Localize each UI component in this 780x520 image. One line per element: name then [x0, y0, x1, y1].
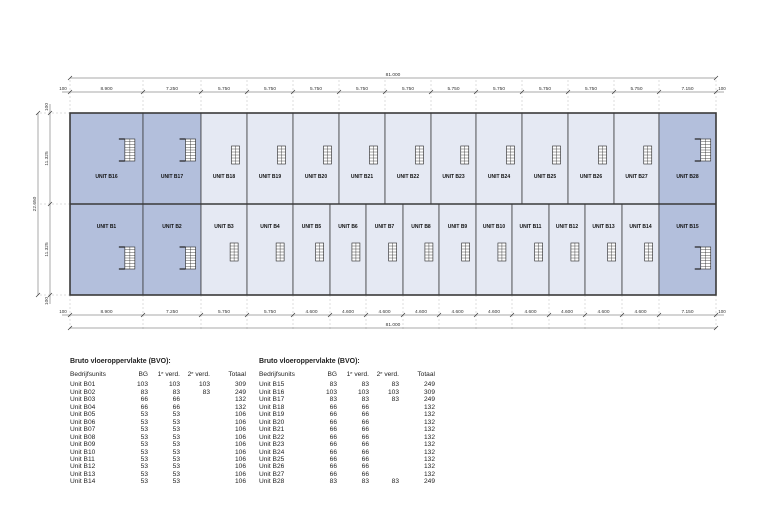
cell-v2 [180, 471, 210, 478]
unit-label: UNIT B20 [304, 174, 328, 180]
col-header-v1-sup: e [161, 370, 164, 375]
unit-label: UNIT B25 [533, 174, 557, 180]
cell-v1: 53 [172, 448, 180, 456]
dimension-label: 4.600 [305, 310, 318, 315]
cell-total: 132 [423, 463, 435, 471]
table-row [259, 381, 435, 388]
dimension-label: 4.600 [414, 310, 428, 315]
cell-total: 309 [234, 381, 246, 389]
dimension-label: 5.750 [217, 310, 231, 315]
cell-v1: 66 [361, 403, 369, 411]
cell-bg: 53 [140, 426, 148, 434]
cell-bg: 66 [329, 418, 337, 426]
cell-total: 132 [234, 396, 246, 404]
cell-v2: 83 [391, 381, 399, 389]
col-header-v1-num: 1 [346, 371, 351, 378]
cell-v1: 53 [172, 418, 180, 426]
cell-bg: 103 [325, 388, 337, 396]
col-header-v2 [369, 371, 399, 381]
dimension-label: 5.750 [355, 87, 369, 92]
cell-total: 132 [423, 411, 435, 419]
col-header-unit: Bedrijfsunits [70, 371, 106, 378]
cell-v2 [180, 396, 210, 403]
table-row [70, 471, 246, 478]
cell-bg: 66 [329, 448, 337, 456]
cell-v2 [180, 419, 210, 426]
unit-label: UNIT B9 [447, 224, 468, 230]
cell-total: 106 [234, 463, 246, 471]
cell-v1: 66 [361, 463, 369, 471]
cell-v2: 83 [391, 396, 399, 404]
cell-unit: Unit B13 [70, 470, 96, 478]
bvo-table-left [70, 358, 246, 486]
cell-v2 [369, 449, 399, 456]
cell-total: 249 [234, 388, 246, 396]
cell-bg: 66 [329, 441, 337, 449]
cell-total: 106 [234, 448, 246, 456]
cell-v1: 66 [361, 411, 369, 419]
bvo-table [70, 371, 246, 486]
table-row [259, 396, 435, 403]
bvo-table-title: Bruto vloeroppervlakte (BVO): [70, 358, 171, 365]
cell-unit: Unit B09 [70, 441, 96, 449]
dimension-label: 5.750 [309, 87, 323, 92]
col-header-v2-suffix: verd. [382, 371, 399, 378]
cell-bg: 53 [140, 418, 148, 426]
cell-bg: 53 [140, 470, 148, 478]
overall-depth-label: 22.650 [33, 196, 38, 212]
depth-label: 11.325 [45, 242, 50, 257]
cell-total: 106 [234, 433, 246, 441]
unit-label: UNIT B5 [301, 224, 322, 230]
unit-label: UNIT B15 [676, 224, 699, 230]
unit-cell [431, 113, 476, 204]
cell-unit: Unit B16 [259, 388, 285, 396]
unit-cell [568, 113, 614, 204]
bvo-table-title: Bruto vloeroppervlakte (BVO): [259, 358, 360, 365]
dimension-label: 5.750 [447, 87, 460, 92]
unit-cell [439, 204, 476, 295]
unit-label: UNIT B7 [374, 224, 395, 230]
cell-v1: 66 [172, 403, 180, 411]
unit-cell [330, 204, 366, 295]
cell-total: 249 [423, 381, 435, 389]
cell-v1: 53 [172, 441, 180, 449]
bvo-table-right [259, 358, 435, 486]
unit-cell [339, 113, 385, 204]
cell-bg: 103 [136, 381, 148, 389]
unit-label: UNIT B2 [162, 224, 182, 230]
cell-unit: Unit B11 [70, 455, 95, 463]
table-row [259, 411, 435, 418]
dimension-label: 4.600 [451, 310, 464, 315]
cell-v1: 66 [361, 455, 369, 463]
cell-v2 [180, 426, 210, 433]
cell-bg: 53 [140, 441, 148, 449]
dimension-label: 7.150 [681, 87, 694, 92]
cell-v2 [369, 411, 399, 418]
cell-unit: Unit B07 [70, 426, 96, 434]
cell-v2 [369, 426, 399, 433]
unit-label: UNIT B21 [350, 174, 374, 180]
dimension-label: 8.900 [100, 310, 113, 315]
unit-cell [293, 204, 330, 295]
depth-label: 11.325 [45, 151, 50, 166]
cell-total: 309 [423, 388, 435, 396]
cell-bg: 83 [329, 381, 337, 389]
cell-unit: Unit B01 [70, 381, 96, 389]
cell-v1: 53 [172, 411, 180, 419]
cell-total: 132 [423, 426, 435, 434]
cell-unit: Unit B18 [259, 403, 285, 411]
col-header-v2-sup: e [191, 370, 194, 375]
col-header-bg: BG [327, 371, 337, 378]
unit-cell [476, 204, 512, 295]
cell-v1: 66 [361, 441, 369, 449]
cell-total: 106 [234, 455, 246, 463]
table-row [70, 441, 246, 448]
unit-label: UNIT B16 [95, 174, 118, 180]
cell-unit: Unit B21 [259, 426, 285, 434]
cell-v2 [180, 449, 210, 456]
unit-label: UNIT B1 [96, 224, 117, 230]
cell-v2: 83 [202, 388, 210, 396]
unit-cell [366, 204, 403, 295]
cell-v1: 66 [361, 470, 369, 478]
cell-bg: 66 [329, 433, 337, 441]
table-row [70, 411, 246, 418]
unit-label: UNIT B22 [396, 174, 420, 180]
cell-bg: 53 [140, 463, 148, 471]
col-header-v2-sup: e [380, 370, 383, 375]
edge-offset-label: 100 [59, 86, 67, 91]
unit-label: UNIT B19 [258, 174, 282, 180]
cell-bg: 53 [140, 448, 148, 456]
col-header-v1-suffix: verd. [163, 371, 180, 378]
dimension-label: 4.600 [597, 310, 610, 315]
table-row [259, 456, 435, 463]
col-header-v1-num: 1 [157, 371, 162, 378]
cell-v2 [369, 419, 399, 426]
dimension-label: 5.750 [492, 87, 506, 92]
unit-label: UNIT B28 [676, 174, 699, 180]
table-row [259, 419, 435, 426]
col-header-bg: BG [138, 371, 148, 378]
unit-label: UNIT B18 [212, 174, 236, 180]
cell-bg: 66 [329, 463, 337, 471]
table-row [70, 463, 246, 470]
table-row [259, 463, 435, 470]
cell-v2 [369, 463, 399, 470]
cell-v1: 53 [172, 433, 180, 441]
dimension-label: 5.750 [538, 87, 552, 92]
unit-cell [585, 204, 622, 295]
cell-unit: Unit B25 [259, 455, 285, 463]
cell-unit: Unit B24 [259, 448, 285, 456]
unit-cell [201, 113, 247, 204]
unit-cell [522, 113, 568, 204]
col-header-v2-num: 2 [376, 371, 381, 378]
cell-bg: 66 [329, 470, 337, 478]
cell-v1: 53 [172, 470, 180, 478]
cell-total: 132 [423, 418, 435, 426]
unit-label: UNIT B8 [411, 224, 431, 230]
cell-bg: 66 [329, 411, 337, 419]
unit-cell [201, 204, 247, 295]
cell-unit: Unit B22 [259, 433, 285, 441]
cell-v2 [180, 463, 210, 470]
cell-bg: 66 [329, 426, 337, 434]
cell-v2 [180, 411, 210, 418]
dimension-label: 7.250 [165, 310, 179, 315]
unit-cell [622, 204, 659, 295]
cell-unit: Unit B19 [259, 411, 285, 419]
unit-label: UNIT B13 [592, 224, 615, 230]
cell-unit: Unit B28 [259, 478, 285, 486]
table-header-row [259, 371, 435, 381]
cell-bg: 53 [140, 455, 148, 463]
cell-v2: 103 [387, 388, 399, 396]
cell-v2 [180, 478, 210, 485]
cell-total: 106 [234, 418, 246, 426]
col-header-v1-suffix: verd. [352, 371, 369, 378]
cell-bg: 66 [329, 403, 337, 411]
cell-v2 [369, 456, 399, 463]
dimension-label: 5.750 [263, 310, 277, 315]
cell-total: 132 [423, 455, 435, 463]
cell-unit: Unit B08 [70, 433, 96, 441]
edge-offset-label: 100 [59, 309, 67, 314]
cell-bg: 83 [140, 388, 148, 396]
unit-label: UNIT B24 [487, 174, 511, 180]
unit-cell [614, 113, 659, 204]
cell-v1: 53 [172, 463, 180, 471]
dimension-label: 5.750 [401, 87, 415, 92]
cell-v1: 83 [361, 396, 369, 404]
cell-total: 132 [423, 403, 435, 411]
cell-unit: Unit B06 [70, 418, 96, 426]
dimension-label: 5.750 [630, 87, 643, 92]
col-header-total: Totaal [228, 371, 246, 378]
cell-unit: Unit B23 [259, 441, 285, 449]
col-header-v1 [148, 371, 180, 381]
col-header-total: Totaal [417, 371, 435, 378]
cell-total: 132 [423, 470, 435, 478]
cell-bg: 83 [329, 396, 337, 404]
unit-label: UNIT B17 [160, 174, 184, 180]
unit-label: UNIT B3 [214, 224, 234, 230]
cell-v1: 83 [361, 478, 369, 486]
col-header-v2-suffix: verd. [193, 371, 210, 378]
dimension-label: 7.250 [165, 87, 179, 92]
cell-unit: Unit B03 [70, 396, 96, 404]
unit-cell [476, 113, 522, 204]
cell-total: 132 [423, 441, 435, 449]
cell-unit: Unit B05 [70, 411, 96, 419]
table-row [259, 404, 435, 411]
edge-offset-label: 100 [45, 296, 50, 306]
table-row [259, 478, 435, 485]
cell-total: 132 [423, 448, 435, 456]
dimension-label: 8.900 [100, 87, 113, 92]
unit-label: UNIT B4 [260, 224, 280, 230]
unit-cell [247, 113, 293, 204]
dimension-label: 4.600 [560, 310, 574, 315]
cell-v1: 53 [172, 478, 180, 486]
table-row [259, 449, 435, 456]
dimension-label: 4.600 [634, 310, 647, 315]
cell-bg: 66 [140, 396, 148, 404]
cell-v2 [180, 441, 210, 448]
table-row [70, 396, 246, 403]
cell-unit: Unit B10 [70, 448, 96, 456]
col-header-v1-sup: e [350, 370, 353, 375]
cell-v2 [180, 456, 210, 463]
unit-cell [293, 113, 339, 204]
cell-v1: 66 [361, 448, 369, 456]
cell-v1: 53 [172, 426, 180, 434]
dimension-label: 4.600 [524, 310, 537, 315]
cell-v2 [180, 434, 210, 441]
cell-v2 [369, 441, 399, 448]
dimension-label: 5.750 [584, 87, 598, 92]
cell-total: 106 [234, 470, 246, 478]
cell-bg: 53 [140, 478, 148, 486]
unit-cell [512, 204, 549, 295]
cell-unit: Unit B15 [259, 381, 285, 389]
bvo-table [259, 371, 435, 486]
col-header-v2-num: 2 [187, 371, 192, 378]
cell-total: 106 [234, 411, 246, 419]
edge-offset-label: 100 [45, 102, 50, 112]
edge-offset-label: 100 [718, 309, 726, 314]
unit-cell [403, 204, 439, 295]
unit-label: UNIT B12 [555, 224, 579, 230]
cell-total: 106 [234, 441, 246, 449]
table-row [70, 381, 246, 388]
edge-offset-label: 100 [718, 86, 726, 91]
cell-v1: 66 [361, 433, 369, 441]
table-row [70, 434, 246, 441]
unit-label: UNIT B6 [338, 224, 358, 230]
cell-v1: 103 [168, 381, 180, 389]
col-header-unit: Bedrijfsunits [259, 371, 295, 378]
table-row [70, 456, 246, 463]
cell-total: 132 [234, 403, 246, 411]
table-row [70, 389, 246, 396]
cell-v1: 66 [361, 426, 369, 434]
cell-total: 249 [423, 478, 435, 486]
cell-total: 132 [423, 433, 435, 441]
cell-v2 [369, 434, 399, 441]
dimension-label: 4.600 [487, 310, 501, 315]
unit-cell [385, 113, 431, 204]
cell-v2: 83 [391, 478, 399, 486]
cell-v1: 83 [172, 388, 180, 396]
table-row [70, 419, 246, 426]
unit-label: UNIT B27 [625, 174, 648, 180]
cell-unit: Unit B12 [70, 463, 96, 471]
dimension-label: 7.150 [681, 310, 694, 315]
unit-label: UNIT B10 [482, 224, 506, 230]
cell-unit: Unit B26 [259, 463, 285, 471]
table-header-row [70, 371, 246, 381]
table-row [259, 441, 435, 448]
unit-cell [549, 204, 585, 295]
col-header-v1 [337, 371, 369, 381]
cell-total: 106 [234, 478, 246, 486]
cell-v1: 66 [361, 418, 369, 426]
table-row [259, 434, 435, 441]
table-row [70, 426, 246, 433]
cell-bg: 53 [140, 411, 148, 419]
cell-unit: Unit B20 [259, 418, 285, 426]
cell-total: 106 [234, 426, 246, 434]
cell-unit: Unit B17 [259, 396, 285, 404]
cell-v2 [369, 471, 399, 478]
cell-bg: 66 [140, 403, 148, 411]
cell-v1: 103 [357, 388, 369, 396]
cell-bg: 53 [140, 433, 148, 441]
cell-v1: 53 [172, 455, 180, 463]
overall-width-label: 81.000 [385, 73, 401, 78]
cell-bg: 83 [329, 478, 337, 486]
cell-v2 [180, 404, 210, 411]
table-row [70, 404, 246, 411]
unit-label: UNIT B11 [519, 224, 542, 230]
unit-label: UNIT B26 [579, 174, 603, 180]
table-row [259, 471, 435, 478]
cell-v2 [369, 404, 399, 411]
cell-unit: Unit B04 [70, 403, 96, 411]
table-row [259, 426, 435, 433]
unit-label: UNIT B14 [629, 224, 652, 230]
table-row [70, 478, 246, 485]
cell-v2: 103 [198, 381, 210, 389]
unit-label: UNIT B23 [442, 174, 465, 180]
cell-unit: Unit B14 [70, 478, 96, 486]
cell-v1: 66 [172, 396, 180, 404]
overall-width-label: 81.000 [385, 323, 401, 328]
dimension-label: 5.750 [217, 87, 231, 92]
dimension-label: 5.750 [263, 87, 277, 92]
cell-unit: Unit B27 [259, 470, 285, 478]
cell-total: 249 [423, 396, 435, 404]
dimension-label: 4.600 [378, 310, 391, 315]
unit-cell [247, 204, 293, 295]
table-row [259, 389, 435, 396]
cell-bg: 66 [329, 455, 337, 463]
cell-v1: 83 [361, 381, 369, 389]
dimension-label: 4.600 [341, 310, 355, 315]
cell-unit: Unit B02 [70, 388, 96, 396]
col-header-v2 [180, 371, 210, 381]
table-row [70, 449, 246, 456]
